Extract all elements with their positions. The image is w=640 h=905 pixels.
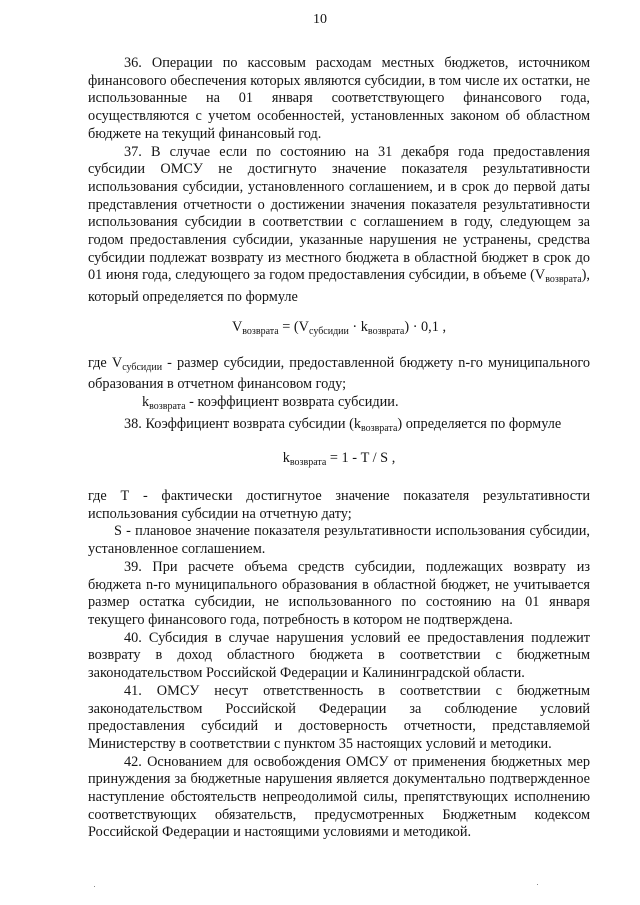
formula-k-return: $k_{возврата} = 1 - T / S$ ,: [282, 450, 396, 469]
definition-v-subsidy: где $V_{субсидии}$ - размер субсидии, предоставленной бюджету n-го муниципального образования в отчетном финансовом году;: [88, 354, 590, 393]
definition-k-return: $k_{возврата}$ - коэффициент возврата субсидии.: [142, 393, 399, 412]
paragraph-41: 41. ОМСУ несут ответственность в соответствии с бюджетным законодательством Российской Федерации за соблюдение условий предоставления субсидий и достоверность отчетности, представляемой Министерству в соответствии с пунктом 35 настоящих условий и методики.: [88, 682, 590, 752]
formula-v-return: $V_{возврата} = (V_{субсидии} \cdot k_{возврата}) \cdot 0,1$ ,: [231, 318, 447, 337]
paragraph-42: 42. Основанием для освобождения ОМСУ от применения бюджетных мер принуждения за бюджетные нарушения является документально подтвержденное наступление обстоятельств непреодолимой силы, препятствующих исполнению соответствующих обязательств, предусмотренных Бюджетным кодексом Российской Федерации и настоящими условиями и методикой.: [88, 753, 590, 841]
document-body: [88, 55, 590, 842]
paragraph-38: 38. Коэффициент возврата субсидии $(k_{возврата})$ определяется по формуле: [124, 415, 562, 434]
definition-s: S - плановое значение показателя результативности использования субсидии, установленное соглашением.: [88, 523, 590, 558]
paragraph-37: 37. В случае если по состоянию на 31 декабря года предоставления субсидии ОМСУ не достигнуто значение показателя результативности использования субсидии, установленного соглашением, и в срок до первой даты представления отчетности о достижении значения показателя результативности использования субсидии в соответствии с соглашением в году, следующем за годом предоставления субсидии, указанные нарушения не устранены, средства субсидии подлежат возврату из местного бюджета в областной бюджет в срок до 01 июня года, следующего за годом предоставления субсидии, в объеме $(V_{возврата})$, который определяется по формуле: [88, 143, 590, 306]
page-number: 10: [313, 12, 327, 27]
definition-t: где Т - фактически достигнутое значение показателя результативности использования субсидии на отчетную дату;: [88, 488, 590, 522]
paragraph-36: 36. Операции по кассовым расходам местных бюджетов, источником финансового обеспечения которых являются субсидии, в том числе их остатки, не использованные на 01 января соответствующего финансового года, осуществляются с учетом особенностей, установленных законом об областном бюджете на текущий финансовый год.: [88, 55, 590, 142]
paragraph-39: 39. При расчете объема средств субсидии, подлежащих возврату из бюджета n-го муниципального образования в областной бюджет, не учитывается размер остатка субсидии, не использованного по состоянию на 01 января текущего финансового года, потребность в котором не подтверждена.: [88, 558, 590, 628]
scan-speck: [94, 886, 95, 887]
scan-speck: [537, 884, 538, 885]
paragraph-40: 40. Субсидия в случае нарушения условий ее предоставления подлежит возврату в доход областного бюджета в соответствии с бюджетным законодательством Российской Федерации и Калининградской области.: [88, 629, 590, 682]
